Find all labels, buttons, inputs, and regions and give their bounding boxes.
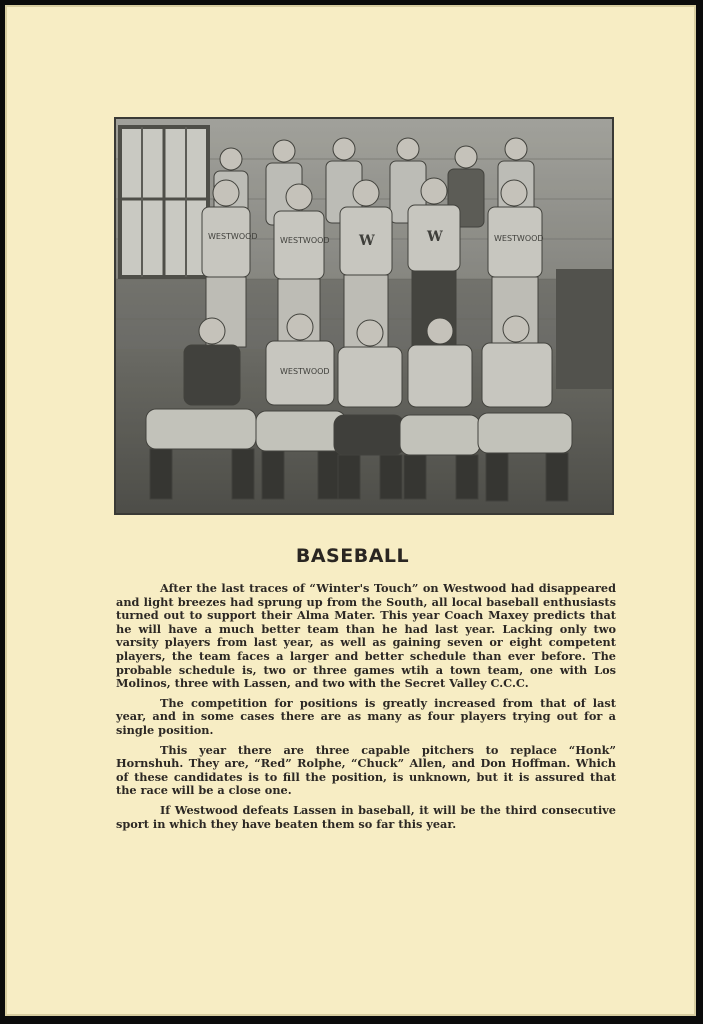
- paragraph: The competition for positions is greatly increased from that of last year, and in some cases there are as many as four players trying out for a single position.: [116, 695, 616, 737]
- yearbook-page: [5, 5, 696, 1016]
- paragraph: This year there are three capable pitchers to replace “Honk” Hornshuh. They are, “Red” Rolphe, “Chuck” Allen, and Don Hoffman. Which of these candidates is to fill the position, is unknown, but it is assured that the race will be a close one.: [116, 742, 616, 798]
- article-body: [116, 582, 616, 837]
- svg-text:WESTWOOD: WESTWOOD: [208, 232, 258, 241]
- svg-text:WESTWOOD: WESTWOOD: [280, 367, 330, 376]
- paragraph: After the last traces of “Winter's Touch” on Westwood had disappeared and light breezes had sprung up from the South, all local baseball enthusiasts turned out to support their Alma Mater. This year Coach Maxey predicts that he will have a much better team than he had last year. Lacking only two varsity players from last year, as well as gaining seven or eight competent players, the team faces a larger and better schedule than ever before. The probable schedule is, two or three games wtih a town team, one with Los Molinos, three with Lassen, and two with the Secret Valley C.C.C.: [116, 581, 616, 691]
- article-heading: BASEBALL: [295, 545, 410, 567]
- svg-text:WESTWOOD: WESTWOOD: [280, 236, 330, 245]
- team-photo-image: [116, 119, 612, 513]
- svg-text:W: W: [427, 229, 443, 245]
- paragraph: If Westwood defeats Lassen in baseball, it will be the third consecutive sport in which they have beaten them so far this year.: [116, 802, 616, 831]
- svg-text:WESTWOOD: WESTWOOD: [494, 234, 544, 243]
- svg-text:W: W: [359, 233, 375, 249]
- team-photo: [114, 117, 614, 515]
